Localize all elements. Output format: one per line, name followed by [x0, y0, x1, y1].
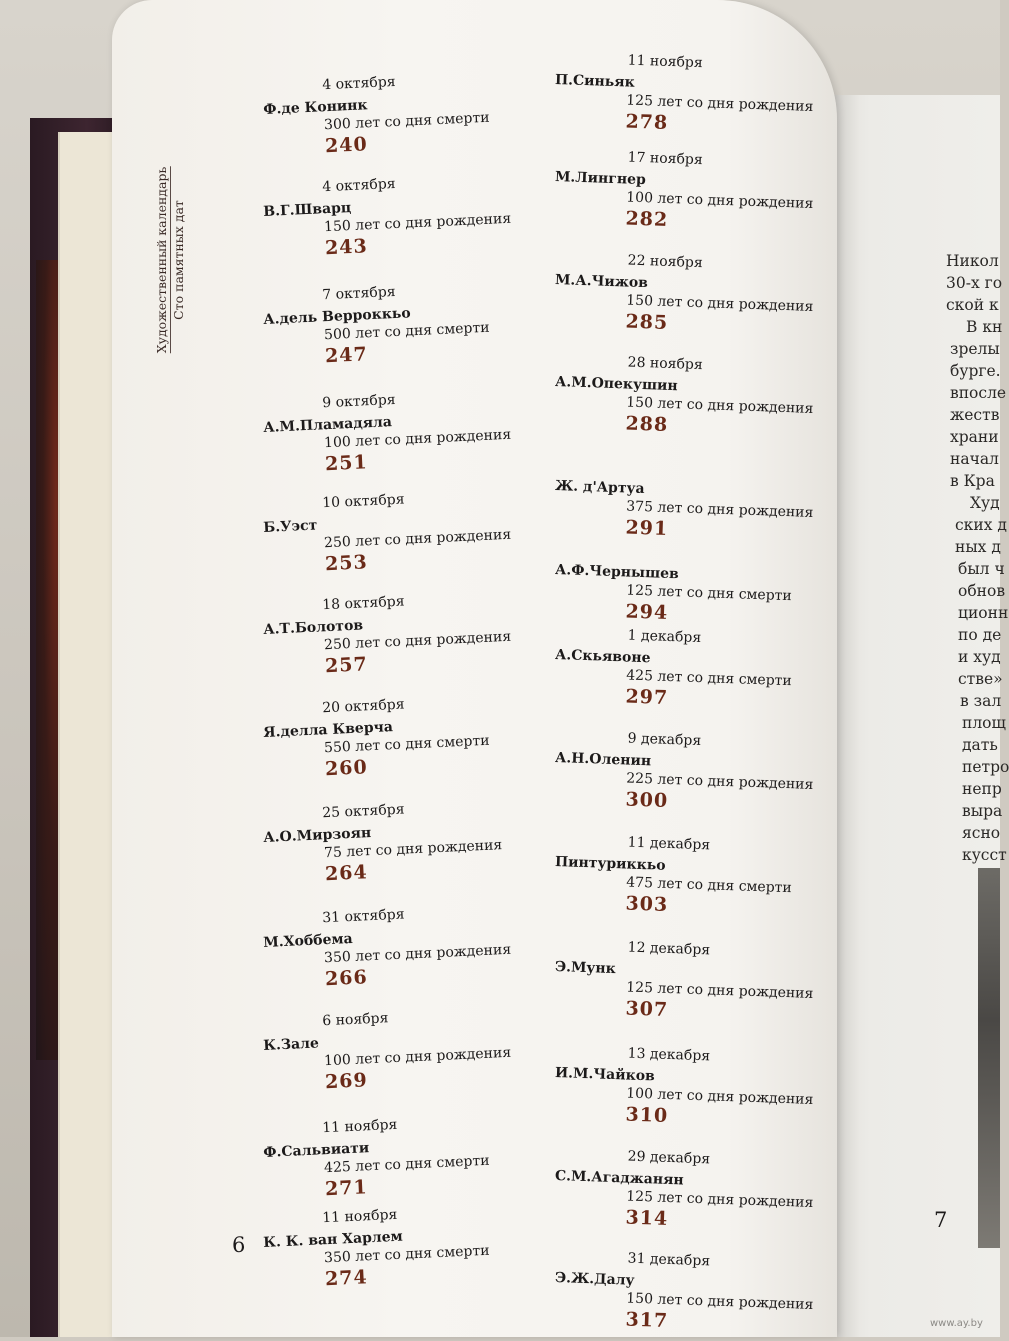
anniversary-text: 100 лет со дня рождения	[626, 189, 814, 213]
entry-date: 28 ноября	[627, 354, 704, 374]
calendar-entry	[553, 1146, 826, 1239]
anniversary-text: 425 лет со дня смерти	[323, 1152, 490, 1177]
right-page-line: Никол	[946, 252, 999, 270]
entry-date: 10 октября	[321, 491, 405, 512]
right-page-line: ясно	[962, 824, 1001, 842]
calendar-entry	[262, 691, 536, 787]
page-reference: 297	[625, 685, 669, 709]
entry-date: 4 октября	[321, 175, 396, 196]
artist-name: Я.делла Кверча	[262, 719, 394, 741]
right-page-line: по де	[958, 626, 1002, 644]
entry-date: 11 ноября	[321, 1116, 398, 1137]
artist-name: А.О.Мирзоян	[262, 825, 372, 846]
anniversary-text: 350 лет со дня смерти	[323, 1242, 490, 1267]
right-page-photo	[978, 868, 1000, 1248]
right-page-line: был ч	[958, 560, 1005, 578]
calendar-entry	[262, 901, 536, 997]
entry-date: 7 октября	[321, 283, 396, 304]
calendar-entry	[553, 625, 826, 718]
entry-date: 9 октября	[321, 391, 396, 412]
calendar-entry	[553, 250, 826, 343]
entry-date: 13 декабря	[627, 1045, 711, 1065]
calendar-entry	[553, 147, 826, 240]
anniversary-text: 150 лет со дня рождения	[626, 394, 814, 418]
anniversary-text: 150 лет со дня рождения	[626, 1290, 814, 1314]
right-page-line: ционн	[958, 604, 1009, 622]
header-title: Художественный календарь	[154, 166, 169, 354]
entry-date: 29 декабря	[627, 1148, 711, 1168]
artist-name: Ф.Сальвиати	[262, 1140, 370, 1161]
watermark: www.ay.by	[930, 1318, 983, 1329]
right-page-line: ских д	[955, 516, 1007, 534]
entry-date: 20 октября	[321, 696, 405, 717]
anniversary-text: 100 лет со дня рождения	[626, 1085, 814, 1109]
page-reference: 243	[324, 235, 369, 260]
page-reference: 285	[625, 310, 669, 334]
page-reference: 317	[625, 1308, 669, 1332]
page-reference: 307	[625, 997, 669, 1021]
entry-date: 31 декабря	[627, 1250, 711, 1270]
artist-name: К. К. ван Харлем	[262, 1228, 404, 1251]
entry-date: 6 ноября	[321, 1010, 389, 1030]
calendar-entry	[262, 1004, 536, 1100]
entry-date: 22 ноября	[627, 252, 704, 272]
right-page-line: выра	[962, 802, 1003, 820]
anniversary-text: 550 лет со дня смерти	[323, 732, 490, 757]
artist-name: М.А.Чижов	[554, 271, 649, 292]
entry-date: 25 октября	[321, 801, 405, 822]
calendar-entry	[262, 386, 536, 482]
entry-date: 11 декабря	[627, 834, 711, 854]
right-page-line: 30-х го	[946, 274, 1003, 292]
page-reference: 260	[324, 756, 369, 781]
calendar-entry	[553, 456, 826, 549]
page-reference: 291	[625, 516, 669, 540]
page-reference: 294	[625, 600, 669, 624]
calendar-entry	[262, 1201, 536, 1297]
anniversary-text: 150 лет со дня рождения	[626, 292, 814, 316]
artist-name: П.Синьяк	[554, 71, 636, 91]
page-reference: 274	[324, 1266, 369, 1291]
page-reference: 266	[324, 966, 369, 991]
artist-name: И.М.Чайков	[554, 1064, 656, 1085]
page-reference: 257	[324, 653, 369, 678]
page-reference: 240	[324, 133, 369, 158]
calendar-entry	[262, 1111, 536, 1207]
entry-date: 17 ноября	[627, 149, 704, 169]
right-page-line: петро	[962, 758, 1009, 776]
right-page-line: дать	[962, 736, 998, 754]
page-reference: 251	[324, 451, 369, 476]
anniversary-text: 475 лет со дня смерти	[626, 874, 793, 897]
page-reference: 278	[625, 110, 669, 134]
page-reference: 288	[625, 412, 669, 436]
right-page-line: Худ	[970, 494, 1000, 512]
anniversary-text: 125 лет со дня смерти	[626, 582, 793, 605]
page-reference: 253	[324, 551, 369, 576]
page-reference: 310	[625, 1103, 669, 1127]
calendar-entry	[553, 832, 826, 925]
calendar-entry	[553, 728, 826, 821]
entry-date: 1 декабря	[627, 627, 702, 647]
page-reference: 269	[324, 1069, 369, 1094]
entry-date: 11 ноября	[321, 1206, 398, 1227]
anniversary-text: 125 лет со дня рождения	[626, 92, 814, 116]
header-subtitle: Сто памятных дат	[171, 200, 186, 320]
artist-name: К.Зале	[262, 1035, 320, 1054]
right-page-line: площ	[962, 714, 1006, 732]
page-reference: 271	[324, 1176, 369, 1201]
anniversary-text: 375 лет со дня рождения	[626, 498, 814, 522]
calendar-entry	[553, 1043, 826, 1136]
calendar-entry	[553, 540, 826, 633]
artist-name: В.Г.Шварц	[262, 199, 352, 220]
right-page-line: начал	[950, 450, 999, 468]
page-reference: 314	[625, 1206, 669, 1230]
anniversary-text: 250 лет со дня рождения	[323, 628, 512, 654]
artist-name: Э.Мунк	[554, 958, 617, 978]
calendar-entry	[262, 486, 536, 582]
page-reference: 247	[324, 343, 369, 368]
artist-name: М.Хоббема	[262, 930, 354, 951]
right-page-line: В кн	[966, 318, 1003, 336]
page-stack-edge	[58, 132, 120, 1337]
artist-name: С.М.Агаджанян	[554, 1167, 684, 1189]
calendar-entry	[262, 170, 536, 266]
artist-name: Б.Уэст	[262, 517, 318, 536]
right-page-line: впосле	[950, 384, 1007, 402]
artist-name: А.Ф.Чернышев	[554, 561, 680, 583]
artist-name: А.Скьявоне	[554, 646, 651, 667]
anniversary-text: 250 лет со дня рождения	[323, 526, 512, 552]
entry-date: 9 декабря	[627, 730, 702, 750]
anniversary-text: 350 лет со дня рождения	[323, 941, 512, 967]
artist-name: Ж. д'Артуа	[554, 477, 645, 498]
page-reference: 303	[625, 892, 669, 916]
right-page-line: обнов	[958, 582, 1006, 600]
artist-name: А.Т.Болотов	[262, 617, 364, 638]
calendar-entry	[553, 352, 826, 445]
entry-date: 11 ноября	[627, 52, 704, 72]
anniversary-text: 425 лет со дня смерти	[626, 667, 793, 690]
right-page-line: ных д	[955, 538, 1001, 556]
calendar-entry	[553, 1248, 826, 1341]
running-header	[154, 167, 186, 354]
page-number-left: 6	[232, 1233, 246, 1257]
artist-name: Ф.де Конинк	[262, 97, 368, 118]
right-page-line: бурге.	[950, 362, 1001, 380]
entry-date: 31 октября	[321, 906, 405, 927]
right-page-line: стве»	[958, 670, 1003, 688]
artist-name: М.Лингнер	[554, 168, 647, 189]
right-page-line: в Кра	[950, 472, 995, 490]
page-reference: 282	[625, 207, 669, 231]
right-page-line: в зал	[960, 692, 1002, 710]
calendar-entry	[262, 588, 536, 684]
artist-name: Э.Ж.Далу	[554, 1269, 635, 1289]
artist-name: А.М.Пламадяла	[262, 414, 393, 436]
artist-name: А.Н.Оленин	[554, 749, 652, 770]
calendar-entry	[262, 278, 536, 374]
page-reference: 264	[324, 861, 369, 886]
page-reference: 300	[625, 788, 669, 812]
anniversary-text: 75 лет со дня рождения	[323, 837, 503, 862]
calendar-entry	[553, 937, 826, 1030]
calendar-entry	[262, 68, 536, 164]
entry-date: 18 октября	[321, 593, 405, 614]
anniversary-text: 150 лет со дня рождения	[323, 210, 512, 236]
artist-name: Пинтуриккьо	[554, 853, 666, 874]
anniversary-text: 125 лет со дня рождения	[626, 979, 814, 1003]
entry-date: 12 декабря	[627, 939, 711, 959]
page-number-right: 7	[934, 1208, 948, 1232]
anniversary-text: 100 лет со дня рождения	[323, 426, 512, 452]
anniversary-text: 500 лет со дня смерти	[323, 319, 490, 344]
artist-name: А.М.Опекушин	[554, 373, 678, 395]
anniversary-text: 100 лет со дня рождения	[323, 1044, 512, 1070]
right-page-line: и худ	[958, 648, 1001, 666]
right-page-line: зрелы	[950, 340, 1000, 358]
right-page-line: ской к	[946, 296, 999, 314]
calendar-entry	[553, 50, 826, 143]
entry-date: 4 октября	[321, 73, 396, 94]
anniversary-text: 225 лет со дня рождения	[626, 770, 814, 794]
anniversary-text: 300 лет со дня смерти	[323, 109, 490, 134]
right-page-line: жеств	[950, 406, 1000, 424]
right-page-line: непр	[962, 780, 1002, 798]
anniversary-text: 125 лет со дня рождения	[626, 1188, 814, 1212]
artist-name: А.дель Верроккьо	[262, 305, 412, 328]
right-page-line: кусст	[962, 846, 1007, 864]
right-page-line: храни	[950, 428, 999, 446]
calendar-entry	[262, 796, 536, 892]
